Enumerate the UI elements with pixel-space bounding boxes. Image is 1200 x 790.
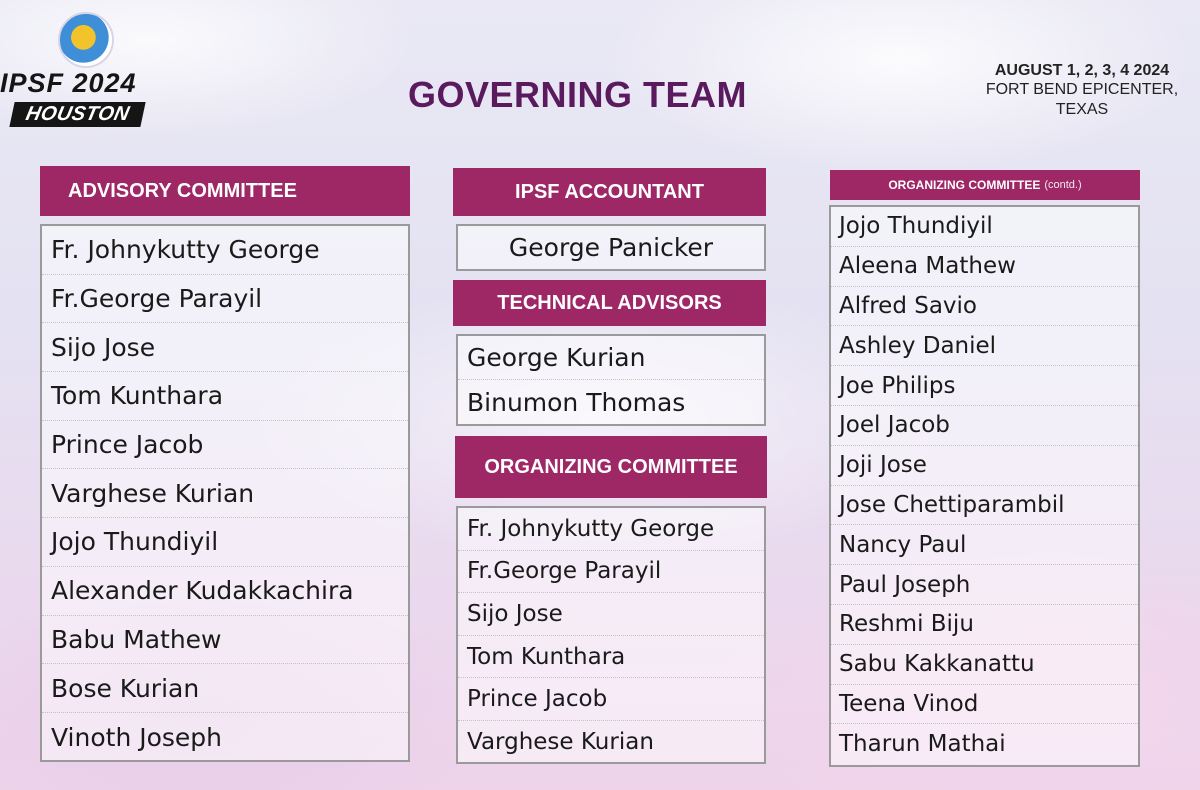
member-name: Fr. Johnykutty George [42, 226, 408, 275]
member-name: Reshmi Biju [831, 605, 1138, 645]
member-name: Vinoth Joseph [51, 722, 223, 752]
member-name: Tharun Mathai [839, 731, 1006, 758]
member-name: Jose Chettiparambil [831, 486, 1138, 526]
member-name: Tom Kunthara [458, 636, 764, 679]
advisory-committee-header: ADVISORY COMMITTEE [40, 166, 410, 216]
member-name: Fr.George Parayil [458, 551, 764, 594]
member-name: Fr. Johnykutty George [458, 508, 764, 551]
organizing-committee-list [456, 506, 766, 764]
event-info [972, 62, 1192, 120]
member-name: Alexander Kudakkachira [42, 567, 408, 616]
accountant-header: IPSF ACCOUNTANT [453, 168, 766, 216]
member-name: Aleena Mathew [831, 247, 1138, 287]
advisory-committee-list [40, 224, 410, 762]
organizing-committee-contd-list [829, 205, 1140, 767]
member-name: Alfred Savio [831, 287, 1138, 327]
technical-advisors-list [456, 334, 766, 426]
technical-advisors-header: TECHNICAL ADVISORS [453, 280, 766, 326]
member-name: Sijo Jose [42, 323, 408, 372]
member-name: Babu Mathew [42, 616, 408, 665]
logo-badge-icon [58, 12, 114, 68]
contd-suffix: (contd.) [1044, 179, 1082, 191]
member-name: Joji Jose [831, 446, 1138, 486]
member-name: Sabu Kakkanattu [831, 645, 1138, 685]
event-venue: FORT BEND EPICENTER, TEXAS [985, 81, 1179, 118]
member-name: Tom Kunthara [42, 372, 408, 421]
member-name: Paul Joseph [831, 565, 1138, 605]
member-name: George Kurian [458, 336, 764, 380]
member-name: Prince Jacob [42, 421, 408, 470]
organizing-committee-header: ORGANIZING COMMITTEE [455, 436, 767, 498]
page-title: GOVERNING TEAM [408, 74, 748, 115]
member-name: Fr.George Parayil [42, 275, 408, 324]
member-name: Varghese Kurian [42, 469, 408, 518]
member-name: Varghese Kurian [467, 729, 654, 756]
member-name: Joe Philips [831, 366, 1138, 406]
member-name: Joel Jacob [831, 406, 1138, 446]
event-logo [0, 10, 180, 130]
member-name: Binumon Thomas [467, 387, 686, 417]
event-date: AUGUST 1, 2, 3, 4 2024 [994, 62, 1170, 79]
organizing-committee-contd-title: ORGANIZING COMMITTEE [888, 178, 1041, 192]
member-name: Jojo Thundiyil [831, 207, 1138, 247]
member-name: Nancy Paul [831, 525, 1138, 565]
member-name: George Panicker [508, 233, 714, 262]
member-name: Bose Kurian [42, 664, 408, 713]
logo-city: HOUSTON [9, 102, 145, 127]
organizing-committee-contd-header [830, 170, 1140, 200]
member-name: Ashley Daniel [831, 326, 1138, 366]
member-name: Teena Vinod [831, 685, 1138, 725]
member-name: Jojo Thundiyil [42, 518, 408, 567]
logo-title: IPSF 2024 [0, 68, 137, 98]
member-name: Sijo Jose [458, 593, 764, 636]
accountant-list [456, 224, 766, 271]
member-name: Prince Jacob [458, 678, 764, 721]
